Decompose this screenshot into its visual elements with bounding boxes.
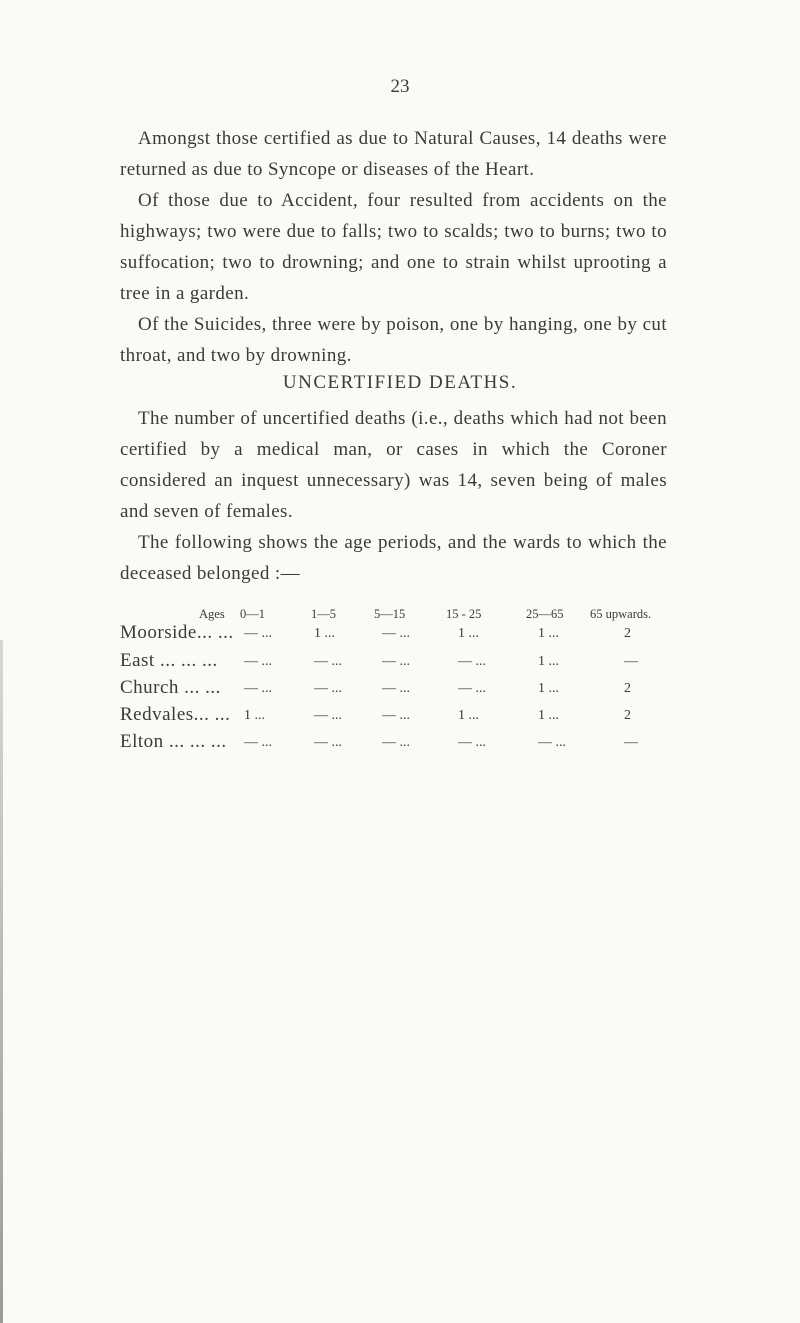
table-cell: — ... xyxy=(244,681,272,696)
paragraph-text: Of the Suicides, three were by poison, one by hanging, one by cut throat, and two by drowning. xyxy=(120,314,667,366)
age-period-header: 1—5 xyxy=(311,607,336,621)
table-cell: 1 ... xyxy=(458,626,479,641)
paragraph-text: The number of uncertified deaths (i.e., deaths which had not been certified by a medical man, or cases in which the Coroner considered an inquest unnecessary) was 14, seven being of males and seven of females. xyxy=(120,408,667,522)
table-cell: — ... xyxy=(382,681,410,696)
ward-label: Moorside... ... xyxy=(120,622,234,643)
table-cell: — ... xyxy=(382,708,410,723)
table-cell: 2 xyxy=(624,708,631,723)
table-cell: — ... xyxy=(458,654,486,669)
age-period-header: 0—1 xyxy=(240,607,265,621)
table-cell: — ... xyxy=(244,735,272,750)
table-cell: — ... xyxy=(382,654,410,669)
paragraph-accidents xyxy=(120,185,667,309)
paragraph-text: Of those due to Accident, four resulted from accidents on the highways; two were due to falls; two to scalds; two to burns; two to suffocation; two to drowning; and one to strain whilst uprooting a tree in a garden. xyxy=(120,190,667,304)
table-cell: 1 ... xyxy=(538,708,559,723)
table-cell: — ... xyxy=(382,626,410,641)
age-period-header: 15 - 25 xyxy=(446,607,482,621)
table-cell: 1 ... xyxy=(538,681,559,696)
paragraph-text: Amongst those certified as due to Natural Causes, 14 deaths were returned as due to Syncope or diseases of the Heart. xyxy=(120,128,667,180)
table-cell: — ... xyxy=(314,735,342,750)
table-cell: — ... xyxy=(314,708,342,723)
paragraph-following xyxy=(120,527,667,589)
table-cell: 1 ... xyxy=(314,626,335,641)
ward-label: Elton ... ... ... xyxy=(120,731,227,752)
table-cell: — ... xyxy=(538,735,566,750)
table-cell: — ... xyxy=(314,681,342,696)
table-row xyxy=(120,704,680,728)
table-row xyxy=(120,622,680,646)
table-cell: — ... xyxy=(244,654,272,669)
table-cell: — ... xyxy=(382,735,410,750)
table-cell: — ... xyxy=(314,654,342,669)
table-cell: — ... xyxy=(244,626,272,641)
paragraph-text: The following shows the age periods, and the wards to which the deceased belonged :— xyxy=(120,532,667,584)
table-cell: 1 ... xyxy=(538,654,559,669)
table-cell: — ... xyxy=(458,735,486,750)
table-cell: — xyxy=(624,735,638,750)
page-edge-shadow xyxy=(0,640,3,1323)
age-period-header: 5—15 xyxy=(374,607,406,621)
paragraph-uncertified xyxy=(120,403,667,527)
table-cell: 1 ... xyxy=(458,708,479,723)
age-period-header: 25—65 xyxy=(526,607,564,621)
ward-label: Church ... ... xyxy=(120,677,221,698)
paragraph-suicides xyxy=(120,309,667,371)
paragraph-natural-causes xyxy=(120,123,667,185)
table-row xyxy=(120,677,680,701)
table-cell: — ... xyxy=(458,681,486,696)
ward-label: Redvales... ... xyxy=(120,704,231,725)
age-period-header: 65 upwards. xyxy=(590,607,652,621)
section-heading: UNCERTIFIED DEATHS. xyxy=(282,372,518,393)
table-row xyxy=(120,731,680,755)
table-cell: — xyxy=(624,654,638,669)
page-number: 23 xyxy=(390,76,410,97)
ward-label: East ... ... ... xyxy=(120,650,218,671)
ages-label: Ages xyxy=(199,607,225,621)
table-row xyxy=(120,650,680,674)
table-cell: 1 ... xyxy=(244,708,265,723)
table-cell: 1 ... xyxy=(538,626,559,641)
table-cell: 2 xyxy=(624,681,631,696)
table-cell: 2 xyxy=(624,626,631,641)
